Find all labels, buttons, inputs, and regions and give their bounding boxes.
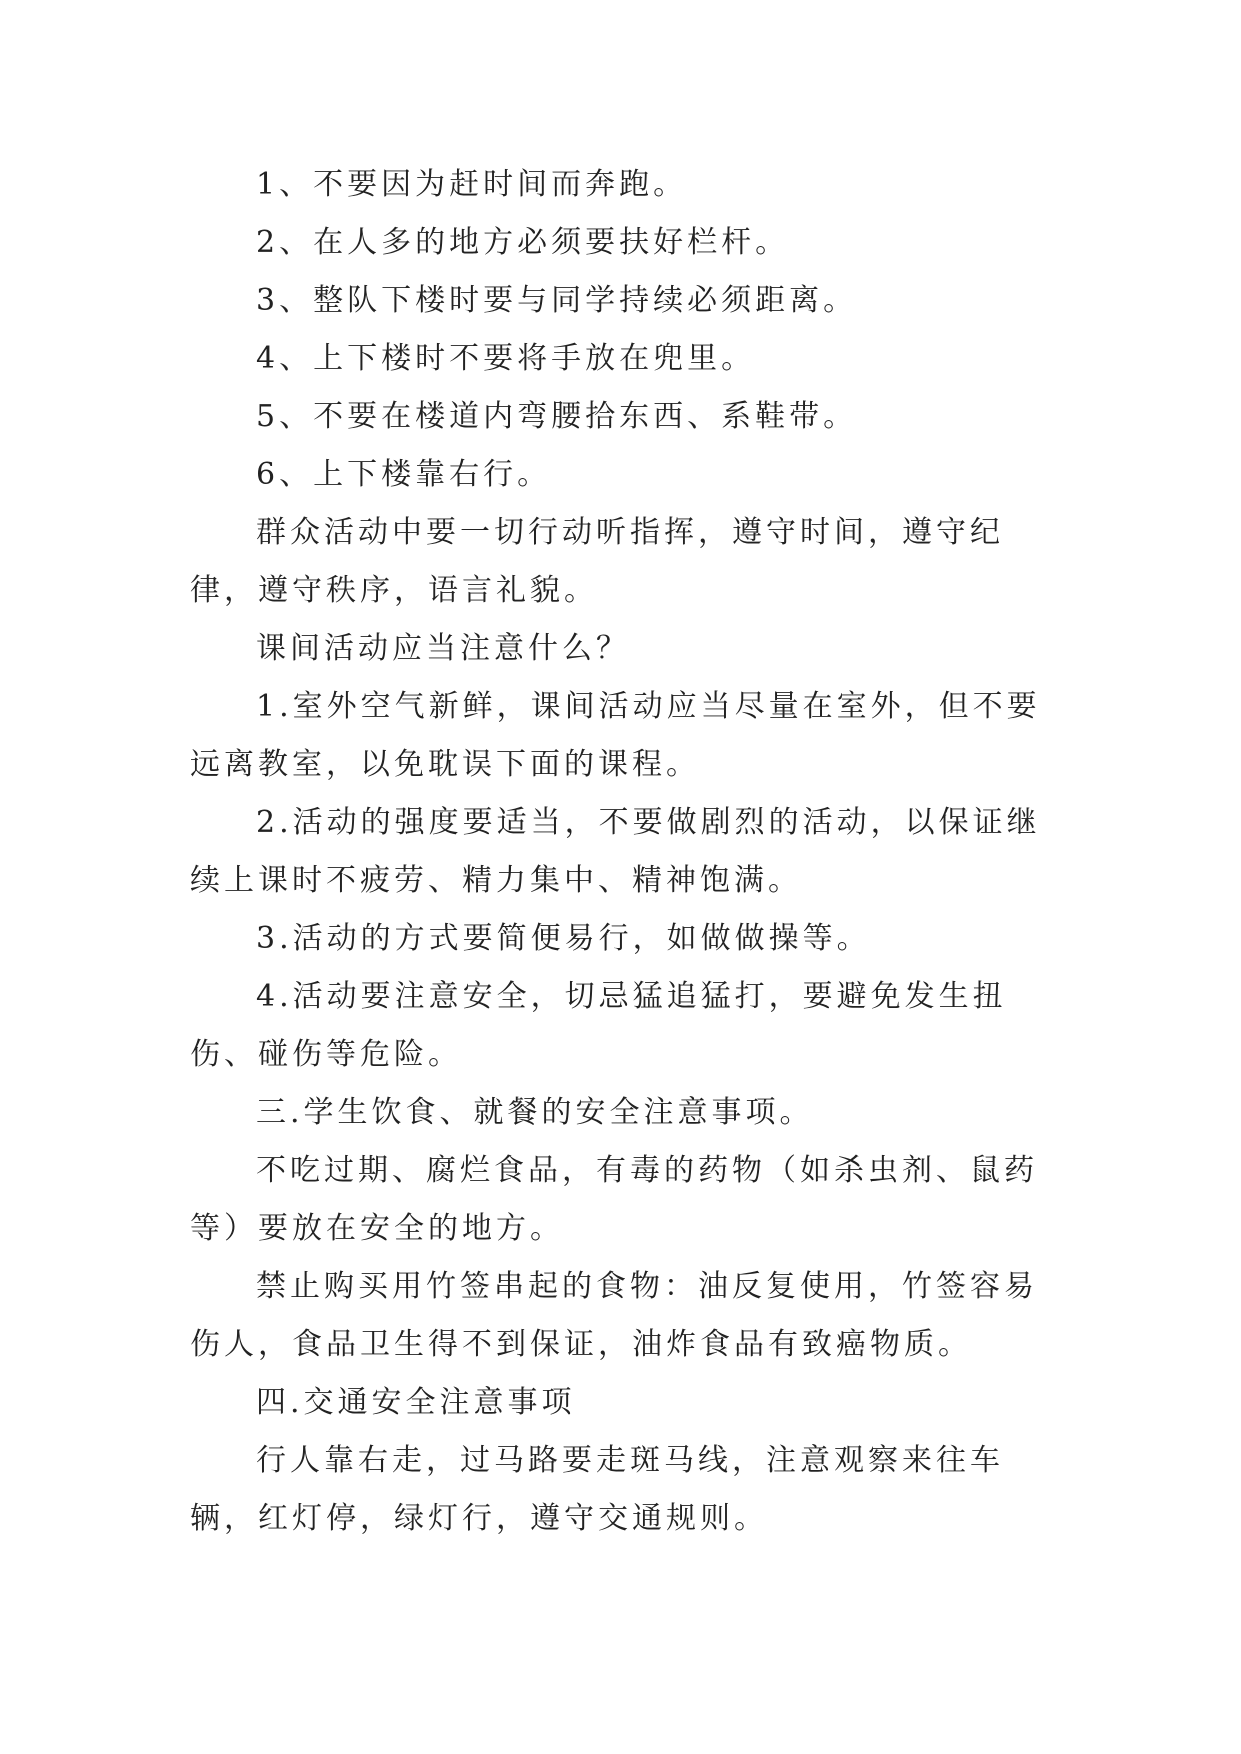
paragraph-9: 1.室外空气新鲜，课间活动应当尽量在室外，但不要远离教室，以免耽误下面的课程。	[190, 689, 1041, 782]
paragraph-11: 3.活动的方式要简便易行，如做做操等。	[256, 921, 871, 956]
section-heading-4: 四.交通安全注意事项	[256, 1385, 576, 1420]
paragraph-2: 2、在人多的地方必须要扶好栏杆。	[256, 225, 790, 260]
section-heading-3: 三.学生饮食、就餐的安全注意事项。	[256, 1095, 814, 1130]
paragraph-6: 6、上下楼靠右行。	[256, 457, 552, 492]
paragraph-10: 2.活动的强度要适当，不要做剧烈的活动，以保证继续上课时不疲劳、精力集中、精神饱满。	[190, 805, 1041, 898]
paragraph-1: 1、不要因为赶时间而奔跑。	[256, 167, 688, 202]
paragraph-5: 5、不要在楼道内弯腰拾东西、系鞋带。	[256, 399, 858, 434]
paragraph-7: 群众活动中要一切行动听指挥，遵守时间，遵守纪律，遵守秩序，语言礼貌。	[190, 515, 1004, 608]
paragraph-4: 4、上下楼时不要将手放在兜里。	[256, 341, 756, 376]
paragraph-14: 不吃过期、腐烂食品，有毒的药物（如杀虫剂、鼠药等）要放在安全的地方。	[190, 1153, 1038, 1246]
paragraph-17: 行人靠右走，过马路要走斑马线，注意观察来往车辆，红灯停，绿灯行，遵守交通规则。	[190, 1443, 1004, 1536]
paragraph-15: 禁止购买用竹签串起的食物：油反复使用，竹签容易伤人，食品卫生得不到保证，油炸食品有致癌物质。	[190, 1269, 1038, 1362]
paragraph-8: 课间活动应当注意什么？	[256, 631, 630, 666]
paragraph-12: 4.活动要注意安全，切忌猛追猛打，要避免发生扭伤、碰伤等危险。	[190, 979, 1007, 1072]
paragraph-3: 3、整队下楼时要与同学持续必须距离。	[256, 283, 858, 318]
